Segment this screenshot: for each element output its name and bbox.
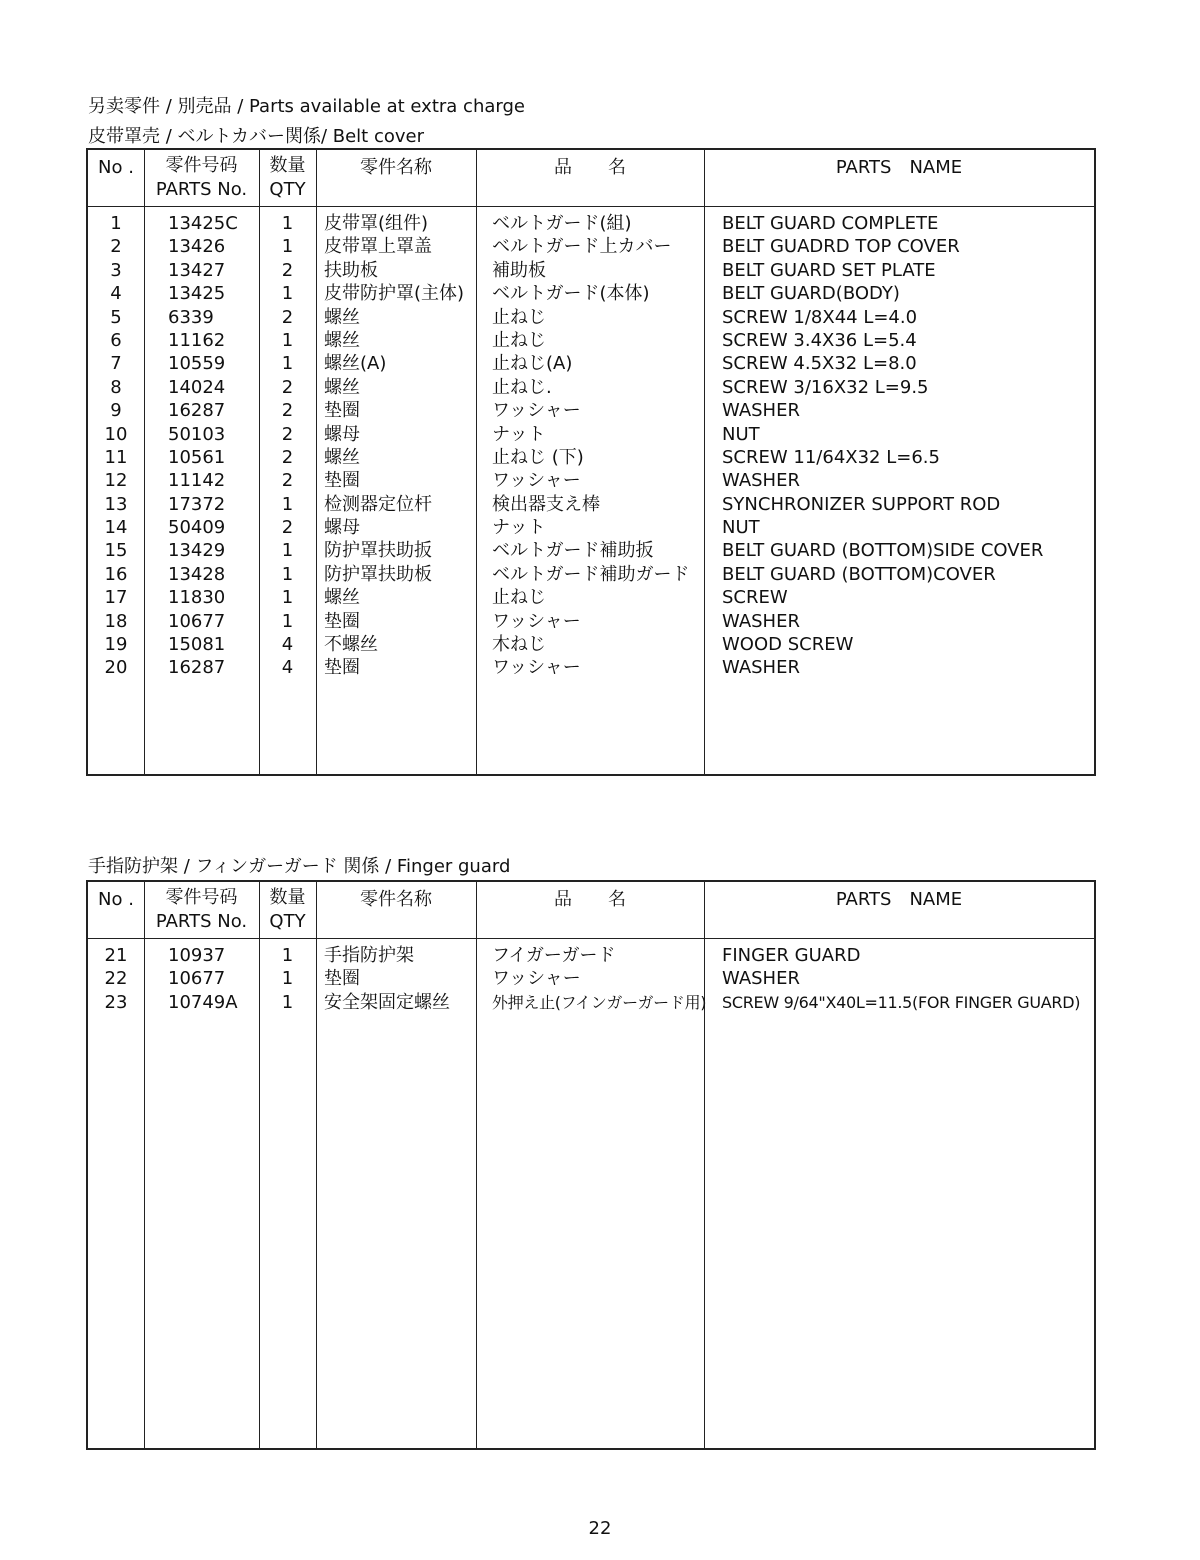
- quantity: 2: [281, 306, 294, 328]
- part-name-en: BELT GUARD (BOTTOM)SIDE COVER: [722, 540, 1044, 562]
- header-no: No .: [98, 889, 134, 910]
- part-name-jp: ナット: [492, 517, 546, 539]
- part-name-jp: フイガーガード: [492, 945, 616, 966]
- table-row: [88, 259, 1094, 282]
- part-number: 10749A: [168, 991, 238, 1013]
- part-name-jp: ワッシャー: [492, 968, 581, 990]
- header-parts-name: PARTS NAME: [835, 157, 963, 178]
- part-number: 10559: [168, 353, 226, 375]
- row-number: 17: [104, 587, 128, 609]
- table-row: [88, 656, 1094, 679]
- part-number: 10677: [168, 968, 226, 990]
- part-name-jp: 止ねじ: [492, 587, 546, 609]
- row-number: 9: [110, 400, 122, 422]
- row-number: 16: [104, 563, 128, 585]
- part-name-en: BELT GUARD COMPLETE: [722, 213, 939, 234]
- part-name-jp: 止ねじ(A): [492, 353, 573, 375]
- part-name-cn: 皮带罩上罩盖: [324, 236, 432, 258]
- header-name-jp: 品 名: [554, 889, 626, 910]
- part-number: 13426: [168, 236, 226, 258]
- belt-cover-rows: [88, 212, 1094, 680]
- part-number: 16287: [168, 657, 226, 679]
- row-number: 23: [104, 991, 128, 1013]
- table-row: [88, 423, 1094, 446]
- part-name-cn: 垫圈: [324, 400, 360, 422]
- quantity: 1: [281, 329, 294, 351]
- part-name-cn: 皮带罩(组件): [324, 213, 429, 234]
- part-name-en: SCREW 4.5X32 L=8.0: [722, 353, 917, 375]
- belt-cover-table: [86, 148, 1096, 776]
- part-number: 11142: [168, 470, 226, 492]
- row-number: 1: [110, 213, 122, 234]
- part-name-cn: 防护罩扶助扳: [324, 540, 432, 562]
- part-name-cn: 螺母: [324, 423, 360, 445]
- part-name-cn: 螺丝: [324, 306, 360, 328]
- header-qty: 数量 QTY: [269, 155, 306, 200]
- row-number: 8: [110, 376, 122, 398]
- part-name-cn: 不螺丝: [324, 634, 378, 656]
- row-number: 7: [110, 353, 122, 375]
- part-name-en: WASHER: [722, 657, 800, 679]
- part-name-cn: 垫圈: [324, 657, 360, 679]
- part-name-jp: ワッシャー: [492, 657, 581, 679]
- quantity: 1: [281, 587, 294, 609]
- part-name-en: SCREW 3/16X32 L=9.5: [722, 376, 929, 398]
- part-name-jp: 止ねじ: [492, 306, 546, 328]
- row-number: 11: [104, 446, 128, 468]
- part-name-cn: 螺丝(A): [324, 353, 387, 375]
- row-number: 18: [104, 610, 128, 632]
- part-name-en: WASHER: [722, 400, 800, 422]
- header-name-cn: 零件名称: [360, 157, 432, 178]
- table-row: [88, 516, 1094, 539]
- table-row: [88, 399, 1094, 422]
- part-name-cn: 安全架固定螺丝: [324, 991, 450, 1013]
- table-row: [88, 446, 1094, 469]
- row-number: 21: [104, 945, 128, 966]
- row-number: 14: [104, 517, 128, 539]
- quantity: 1: [281, 610, 294, 632]
- part-name-jp: 検出器支え棒: [492, 493, 600, 515]
- part-number: 50103: [168, 423, 226, 445]
- quantity: 1: [281, 968, 294, 990]
- part-name-en: FINGER GUARD: [722, 945, 861, 966]
- quantity: 4: [281, 657, 294, 679]
- part-name-en: SCREW 1/8X44 L=4.0: [722, 306, 918, 328]
- quantity: 2: [281, 376, 294, 398]
- part-number: 13425C: [168, 213, 238, 234]
- part-name-cn: 螺丝: [324, 587, 360, 609]
- part-name-cn: 检测器定位杆: [324, 493, 432, 515]
- part-name-en: NUT: [722, 423, 760, 445]
- table-row: [88, 586, 1094, 609]
- part-name-cn: 螺丝: [324, 329, 360, 351]
- part-name-cn: 防护罩扶助板: [324, 563, 432, 585]
- part-name-en: BELT GUARD (BOTTOM)COVER: [722, 563, 996, 585]
- part-name-cn: 皮带防护罩(主体): [324, 283, 465, 305]
- part-number: 11830: [168, 587, 226, 609]
- part-name-en: SCREW 11/64X32 L=6.5: [722, 446, 940, 468]
- quantity: 1: [281, 236, 294, 258]
- row-number: 6: [110, 329, 122, 351]
- part-name-en: WASHER: [722, 968, 800, 990]
- quantity: 2: [281, 470, 294, 492]
- row-number: 12: [104, 470, 128, 492]
- table-row: [88, 944, 1094, 967]
- row-number: 3: [110, 259, 122, 281]
- quantity: 1: [281, 540, 294, 562]
- header-name-jp: 品 名: [554, 157, 626, 178]
- part-name-en: SCREW: [722, 587, 788, 609]
- part-name-jp: 止ねじ: [492, 329, 546, 351]
- part-name-cn: 垫圈: [324, 610, 360, 632]
- part-name-en: BELT GUADRD TOP COVER: [722, 236, 960, 258]
- row-number: 22: [104, 968, 128, 990]
- part-name-en: SCREW 3.4X36 L=5.4: [722, 329, 917, 351]
- part-name-jp: ワッシャー: [492, 400, 581, 422]
- part-number: 13427: [168, 259, 226, 281]
- caption-extra-charge: 另卖零件 / 別売品 / Parts available at extra charge: [88, 96, 525, 117]
- quantity: 1: [281, 945, 294, 966]
- table-row: [88, 352, 1094, 375]
- part-name-jp: ベルトガード(本体): [492, 283, 650, 305]
- row-number: 10: [104, 423, 128, 445]
- quantity: 2: [281, 259, 294, 281]
- part-name-cn: 螺丝: [324, 376, 360, 398]
- finger-guard-rows: [88, 944, 1094, 1014]
- part-name-en: BELT GUARD SET PLATE: [722, 259, 936, 281]
- part-number: 15081: [168, 634, 226, 656]
- quantity: 1: [281, 353, 294, 375]
- part-name-en: SYNCHRONIZER SUPPORT ROD: [722, 493, 1001, 515]
- table-row: [88, 610, 1094, 633]
- table-row: [88, 493, 1094, 516]
- table-row: [88, 563, 1094, 586]
- part-number: 13429: [168, 540, 226, 562]
- table-row: [88, 329, 1094, 352]
- caption-finger-guard: 手指防护架 / フィンガーガード 関係 / Finger guard: [88, 856, 511, 877]
- quantity: 1: [281, 283, 294, 305]
- part-number: 10677: [168, 610, 226, 632]
- row-number: 2: [110, 236, 122, 258]
- part-name-jp: ベルトガード(組): [492, 213, 632, 234]
- part-name-en: WASHER: [722, 610, 800, 632]
- finger-guard-table: [86, 880, 1096, 1450]
- part-number: 16287: [168, 400, 226, 422]
- table-row: [88, 539, 1094, 562]
- part-name-cn: 手指防护架: [324, 945, 414, 966]
- part-number: 13425: [168, 283, 226, 305]
- quantity: 2: [281, 446, 294, 468]
- header-part-no: 零件号码 PARTS No.: [155, 155, 248, 200]
- part-name-en: SCREW 9/64"X40L=11.5(FOR FINGER GUARD): [722, 992, 1081, 1012]
- part-name-jp: 外押え止(フインガーガード用): [492, 992, 707, 1012]
- row-number: 5: [110, 306, 122, 328]
- table-row: [88, 991, 1094, 1014]
- part-name-en: BELT GUARD(BODY): [722, 283, 900, 305]
- header-parts-name: PARTS NAME: [835, 889, 963, 910]
- header-part-no: 零件号码 PARTS No.: [155, 887, 248, 932]
- part-name-jp: ベルトガード補助ガード: [492, 563, 690, 585]
- part-name-jp: ワッシャー: [492, 610, 581, 632]
- quantity: 2: [281, 423, 294, 445]
- table-row: [88, 282, 1094, 305]
- table-row: [88, 235, 1094, 258]
- quantity: 2: [281, 400, 294, 422]
- table-row: [88, 306, 1094, 329]
- table-row: [88, 212, 1094, 235]
- part-name-jp: 止ねじ.: [492, 376, 552, 398]
- row-number: 4: [110, 283, 122, 305]
- part-name-cn: 扶助板: [324, 259, 378, 281]
- row-number: 13: [104, 493, 128, 515]
- header-qty: 数量 QTY: [269, 887, 306, 932]
- part-number: 10937: [168, 945, 226, 966]
- table-row: [88, 376, 1094, 399]
- quantity: 2: [281, 517, 294, 539]
- quantity: 1: [281, 213, 294, 234]
- part-name-cn: 垫圈: [324, 968, 360, 990]
- caption-belt-cover: 皮带罩壳 / ベルトカバー関係/ Belt cover: [88, 126, 424, 147]
- row-number: 15: [104, 540, 128, 562]
- part-name-jp: ベルトガード補助扳: [492, 540, 654, 562]
- quantity: 1: [281, 493, 294, 515]
- page-number: 22: [588, 1518, 612, 1539]
- part-name-en: WASHER: [722, 470, 800, 492]
- part-name-en: NUT: [722, 517, 760, 539]
- header-name-cn: 零件名称: [360, 889, 432, 910]
- part-name-jp: ベルトガード上カバー: [492, 236, 672, 258]
- part-number: 11162: [168, 329, 226, 351]
- row-number: 19: [104, 634, 128, 656]
- part-name-en: WOOD SCREW: [722, 634, 854, 656]
- part-number: 14024: [168, 376, 226, 398]
- table-row: [88, 967, 1094, 990]
- table-row: [88, 633, 1094, 656]
- part-number: 50409: [168, 517, 226, 539]
- part-name-cn: 螺母: [324, 517, 360, 539]
- row-number: 20: [104, 657, 128, 679]
- part-number: 13428: [168, 563, 226, 585]
- part-name-cn: 垫圈: [324, 470, 360, 492]
- part-name-jp: 補助板: [492, 259, 546, 281]
- quantity: 4: [281, 634, 294, 656]
- part-name-jp: ナット: [492, 423, 546, 445]
- part-number: 6339: [168, 306, 214, 328]
- header-no: No .: [98, 157, 134, 178]
- part-name-jp: 止ねじ (下): [492, 446, 584, 468]
- quantity: 1: [281, 563, 294, 585]
- quantity: 1: [281, 991, 294, 1013]
- part-name-jp: 木ねじ: [492, 634, 546, 656]
- part-number: 10561: [168, 446, 226, 468]
- part-name-cn: 螺丝: [324, 446, 360, 468]
- table-row: [88, 469, 1094, 492]
- part-name-jp: ワッシャー: [492, 470, 581, 492]
- part-number: 17372: [168, 493, 226, 515]
